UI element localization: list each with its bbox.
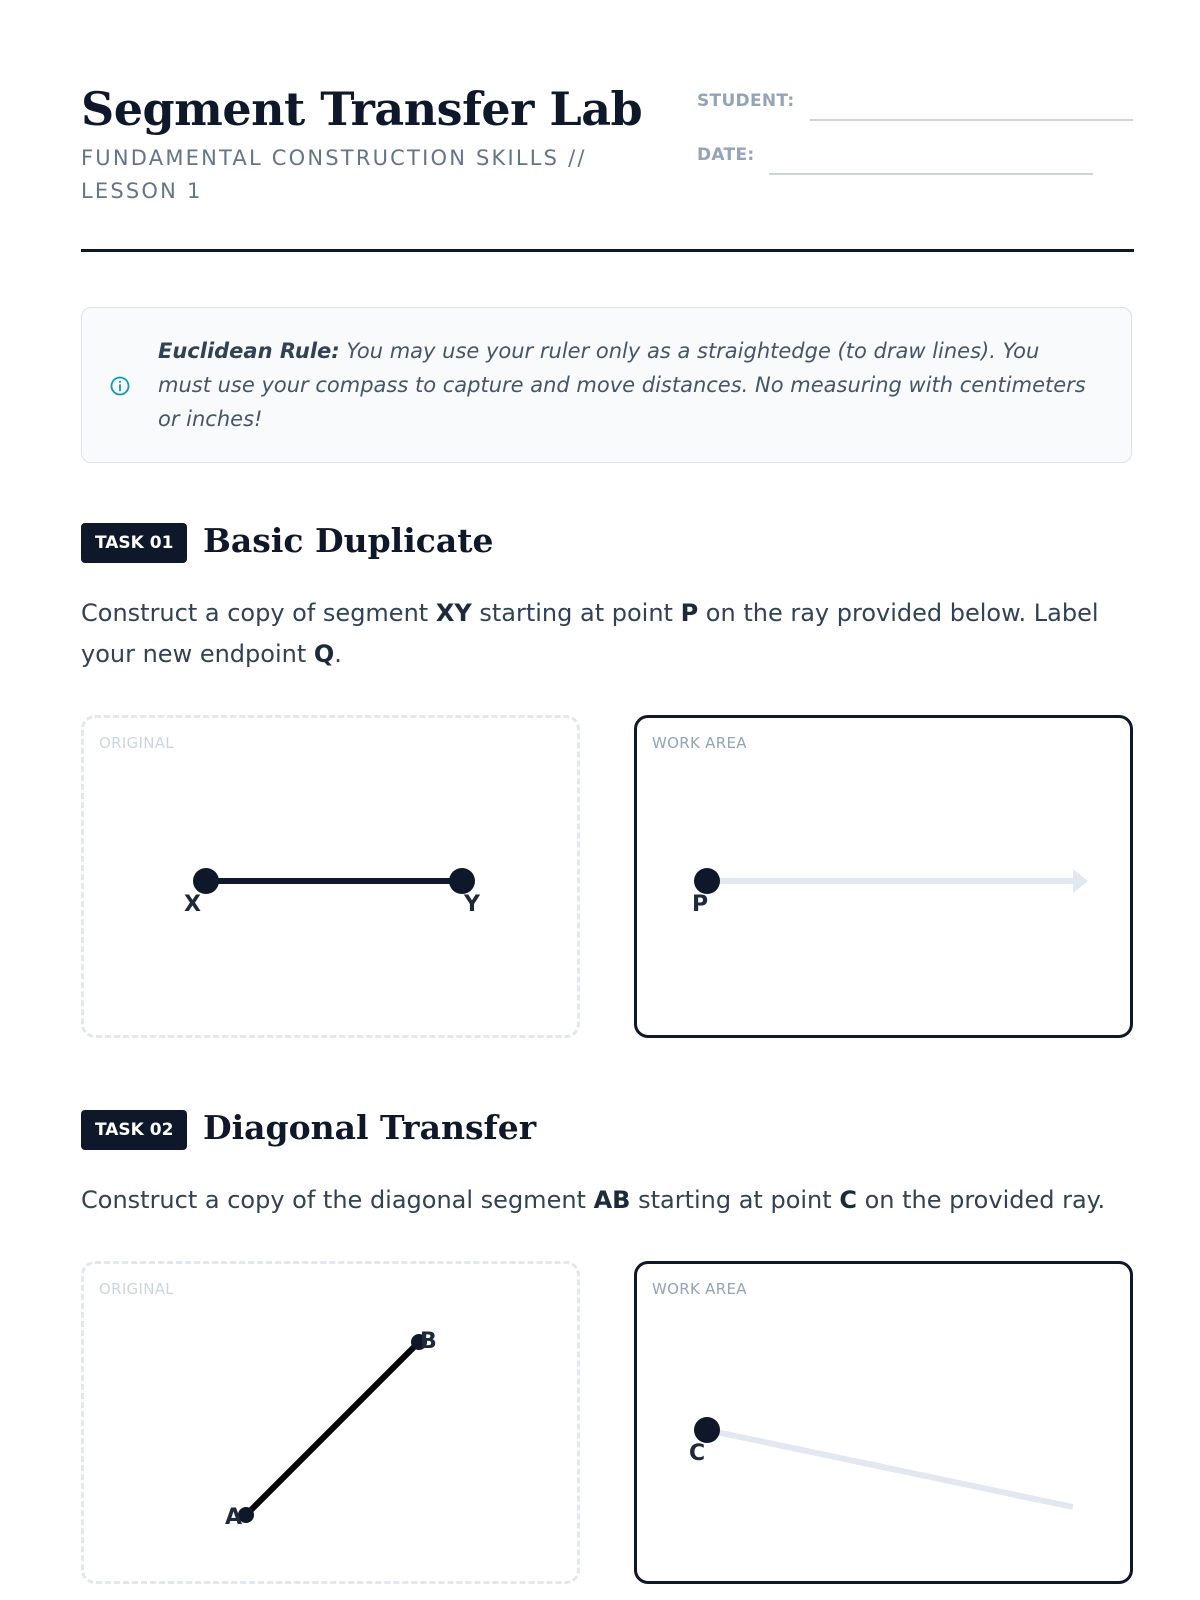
info-icon xyxy=(109,375,131,397)
point-c xyxy=(694,1417,720,1443)
point-x-label: X xyxy=(184,892,201,917)
point-y xyxy=(449,868,475,894)
original-panel xyxy=(81,715,580,1038)
segment-ab xyxy=(246,1342,419,1515)
ray-arrowhead xyxy=(1073,869,1088,893)
task-badge: TASK 01 xyxy=(81,523,187,563)
task-title: Diagonal Transfer xyxy=(203,1108,537,1147)
date-line[interactable] xyxy=(769,173,1093,175)
task-badge: TASK 02 xyxy=(81,1110,187,1150)
ray-from-c xyxy=(707,1430,1073,1507)
original-panel xyxy=(81,1261,580,1584)
work-area-label: WORK AREA xyxy=(652,734,747,752)
original-segment-figure xyxy=(84,1264,583,1587)
point-x xyxy=(193,868,219,894)
task-description: Construct a copy of the diagonal segment AB starting at point C on the provided ray. xyxy=(81,1186,1106,1214)
euclidean-rule-note xyxy=(81,307,1132,463)
student-label: STUDENT: xyxy=(697,91,795,111)
header-divider xyxy=(81,249,1134,252)
work-area-panel[interactable] xyxy=(634,715,1133,1038)
note-rule-label: Euclidean Rule: xyxy=(158,339,340,363)
original-panel-label: ORIGINAL xyxy=(99,734,174,752)
point-c-label: C xyxy=(689,1441,706,1466)
point-p xyxy=(694,868,720,894)
work-area-label: WORK AREA xyxy=(652,1280,747,1298)
point-b-label: B xyxy=(420,1329,437,1354)
original-panel-label: ORIGINAL xyxy=(99,1280,174,1298)
original-segment-figure xyxy=(84,718,583,1041)
point-y-label: Y xyxy=(464,892,480,917)
page-subtitle: FUNDAMENTAL CONSTRUCTION SKILLS // LESSON 1 xyxy=(81,146,587,203)
student-name-line[interactable] xyxy=(810,119,1133,121)
note-body: You may use your ruler only as a straightedge (to draw lines). You must use your compass to capture and move distances. No measuring with centimeters or inches! xyxy=(158,339,1086,431)
point-a-label: A xyxy=(225,1505,243,1530)
work-area-panel[interactable] xyxy=(634,1261,1133,1584)
page-title: Segment Transfer Lab xyxy=(81,82,643,136)
task-title: Basic Duplicate xyxy=(203,521,494,560)
note-text xyxy=(158,334,1088,436)
work-ray-figure xyxy=(637,1264,1136,1587)
task-description: Construct a copy of segment XY starting at point P on the ray provided below. Label your new endpoint Q. xyxy=(81,599,1099,668)
work-ray-figure xyxy=(637,718,1136,1041)
point-p-label: P xyxy=(692,892,709,917)
date-label: DATE: xyxy=(697,145,755,165)
